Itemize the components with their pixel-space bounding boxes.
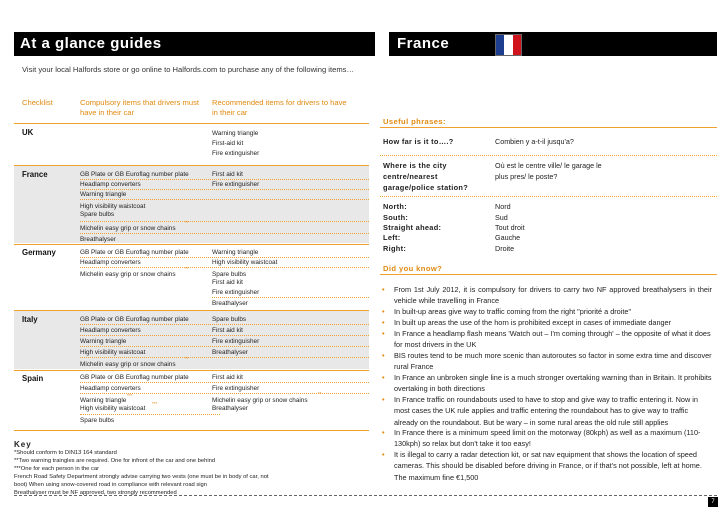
de-rec-1: Warning triangle bbox=[212, 249, 259, 256]
uk-rec-3: Fire extinguisher bbox=[212, 150, 260, 157]
row-dots bbox=[80, 179, 369, 180]
phrase-en-2: Where is the city centre/nearest garage/police station? bbox=[383, 161, 469, 192]
es-rec-1: First aid kit bbox=[212, 374, 243, 381]
key-line-2: **Two warning traingles are required. One for infront of the car and one behind bbox=[14, 458, 216, 464]
country-uk: UK bbox=[22, 128, 34, 137]
phrase-fr-2: Où est le centre ville/ le garage le plus pres/ le poste? bbox=[495, 161, 602, 181]
france-row-shade bbox=[14, 166, 369, 243]
it-rec-3: Fire extinguisher bbox=[212, 338, 260, 345]
know-item-4: • In France a headlamp flash means 'Watch out – I'm coming through' – the opposite of what it does for most drivers in the UK bbox=[382, 329, 711, 350]
es-comp-3: Warning triangle bbox=[80, 397, 127, 404]
es-rec-2: Fire extinguisher bbox=[212, 385, 260, 392]
table-header-rule bbox=[14, 123, 369, 124]
phrase-en-5: Straight ahead: bbox=[383, 223, 442, 232]
es-comp-4: High visibility waistcoat bbox=[80, 405, 146, 412]
col-recommended: Recommended items for drivers to have in their car bbox=[212, 98, 347, 117]
es-comp-2: Headlamp converters bbox=[80, 385, 141, 392]
row-rule bbox=[14, 244, 369, 245]
it-rec-1: Spare bulbs bbox=[212, 316, 247, 323]
row-dots bbox=[80, 267, 369, 268]
phrase-fr-6: Gauche bbox=[495, 233, 521, 242]
fr-comp-5: Spare bulbs bbox=[80, 211, 115, 218]
col-checklist: Checklist bbox=[22, 98, 53, 107]
footer-rule bbox=[14, 495, 717, 496]
intro-text: Visit your local Halfords store or go online to Halfords.com to purchase any of the following items… bbox=[22, 65, 355, 74]
left-header-title: At a glance guides bbox=[14, 32, 375, 56]
right-header-title: France bbox=[389, 32, 717, 56]
key-title: Key bbox=[14, 440, 32, 449]
key-line-3: ***One for each person in the car bbox=[14, 466, 100, 472]
fr-comp-1: GB Plate or GB Euroflag number plate bbox=[80, 171, 189, 178]
de-comp-3: Michelin easy grip or snow chains bbox=[80, 271, 176, 278]
phrase-fr-3: Nord bbox=[495, 202, 511, 211]
es-comp-5: Spare bulbs bbox=[80, 417, 115, 424]
phrase-en-4: South: bbox=[383, 213, 409, 222]
row-dots bbox=[80, 233, 369, 234]
country-germany: Germany bbox=[22, 248, 56, 257]
know-item-2: • In built-up areas give way to traffic coming from the right "priorité a droite" bbox=[382, 307, 632, 316]
key-line-6: Breathalyser must be NF approved, two strongly recommended bbox=[14, 490, 177, 496]
de-rec-2: High visibility waistcoat bbox=[212, 259, 278, 266]
row-dots bbox=[80, 199, 369, 200]
de-comp-1: GB Plate or GB Euroflag number plate bbox=[80, 249, 189, 256]
italy-row-shade bbox=[14, 311, 369, 369]
phrases-heading: Useful phrases: bbox=[383, 117, 446, 126]
phrase-en-3: North: bbox=[383, 202, 407, 211]
row-dots bbox=[80, 324, 369, 325]
fr-comp-4: High visibility waistcoat bbox=[80, 203, 146, 210]
de-sup-1: ** bbox=[185, 266, 189, 271]
country-france: France bbox=[22, 170, 48, 179]
know-heading: Did you know? bbox=[383, 264, 443, 273]
country-spain: Spain bbox=[22, 374, 44, 383]
row-rule bbox=[14, 430, 369, 431]
it-rec-2: First aid kit bbox=[212, 327, 243, 334]
fr-sup-1: ** bbox=[185, 220, 189, 225]
fr-comp-2: Headlamp converters bbox=[80, 181, 141, 188]
phrase-sep bbox=[380, 196, 717, 197]
know-item-7: • In France traffic on roundabouts used to have to stop and give way to traffic entering it. Now in most cases the UK rule applies and traffic entering the roundabout has to give way to traffic already on the roundabout. But be wary – in some rural areas the old rule still applies bbox=[382, 395, 698, 427]
fr-rec-1: First aid kit bbox=[212, 171, 243, 178]
know-item-6: • In France an unbroken single line is a much stronger overtaking warning than in Britain. It prohibits overtaking in both directions bbox=[382, 373, 712, 394]
uk-rec-2: First-aid kit bbox=[212, 140, 244, 147]
it-comp-4: High visibility waistcoat bbox=[80, 349, 146, 356]
es-sup-2: *** bbox=[152, 401, 158, 406]
fr-comp-6: Michelin easy grip or snow chains bbox=[80, 225, 176, 232]
row-rule bbox=[14, 370, 369, 371]
es-sup-1: *** bbox=[127, 393, 133, 398]
row-dots bbox=[80, 393, 369, 394]
know-rule bbox=[380, 274, 717, 275]
key-line-1: *Should conform to DIN13 164 standard bbox=[14, 450, 117, 456]
country-italy: Italy bbox=[22, 315, 38, 324]
phrase-fr-7: Droite bbox=[495, 244, 515, 253]
it-sup-1: ** bbox=[185, 356, 189, 361]
row-dots bbox=[212, 297, 369, 298]
uk-rec-1: Warning triangle bbox=[212, 130, 259, 137]
know-item-5: • BIS routes tend to be much more scenic than autoroutes so factor in some extra time and discover rural France bbox=[382, 351, 712, 372]
phrase-en-1: How far is it to….? bbox=[383, 137, 454, 146]
french-flag-icon bbox=[495, 34, 522, 56]
de-rec-3: Spare bulbs bbox=[212, 271, 247, 278]
key-line-4: French Road Safety Department strongly advise carrying two vests (one must be in body of car, not bbox=[14, 474, 269, 480]
row-dots bbox=[80, 357, 369, 358]
row-dots bbox=[80, 257, 369, 258]
row-dots bbox=[80, 414, 220, 415]
know-item-9: • It is illegal to carry a radar detection kit, or sat nav equipment that shows the location of speed cameras. This should be disabled before driving in France, or if that's not possible, left at home. The maximum fine €1,500 bbox=[382, 450, 702, 482]
fr-rec-2: Fire extinguisher bbox=[212, 181, 260, 188]
row-dots bbox=[80, 221, 369, 222]
row-dots bbox=[80, 189, 369, 190]
col-compulsory: Compulsory items that drivers must have in their car bbox=[80, 98, 200, 117]
fr-comp-3: Warning triangle bbox=[80, 191, 127, 198]
row-dots bbox=[80, 382, 369, 383]
fr-comp-7: Breathalyser bbox=[80, 236, 116, 243]
key-line-5: boot) When using snow-covered road in compliance with relevant road sign bbox=[14, 482, 208, 488]
it-rec-4: Breathalyser bbox=[212, 349, 248, 356]
de-comp-2: Headlamp converters bbox=[80, 259, 141, 266]
phrases-rule bbox=[380, 127, 717, 128]
know-item-1: • From 1st July 2012, it is compulsory for drivers to carry two NF approved breathalysers in their vehicle while travelling in France bbox=[382, 285, 712, 306]
phrase-fr-5: Tout droit bbox=[495, 223, 525, 232]
phrase-fr-4: Sud bbox=[495, 213, 508, 222]
it-comp-1: GB Plate or GB Euroflag number plate bbox=[80, 316, 189, 323]
de-rec-4: First aid kit bbox=[212, 279, 243, 286]
es-sup-3: ** bbox=[318, 391, 322, 396]
phrase-fr-1: Combien y a-t-il jusqu'a? bbox=[495, 137, 574, 146]
page-number: 7 bbox=[708, 497, 718, 507]
phrase-sep bbox=[380, 155, 717, 156]
know-item-8: • In France there is a minimum speed limit on the motorway (80kph) as well as a maximum (110-130kph) so relax but don't take it too easy! bbox=[382, 428, 701, 449]
es-rec-4: Breathalyser bbox=[212, 405, 248, 412]
es-comp-1: GB Plate or GB Euroflag number plate bbox=[80, 374, 189, 381]
phrase-en-6: Left: bbox=[383, 233, 401, 242]
it-comp-2: Headlamp converters bbox=[80, 327, 141, 334]
row-dots bbox=[80, 346, 369, 347]
know-item-3: • In built up areas the use of the horn is prohibited except in cases of immediate danger bbox=[382, 318, 672, 327]
it-comp-3: Warning triangle bbox=[80, 338, 127, 345]
es-rec-3: Michelin easy grip or snow chains bbox=[212, 397, 308, 404]
it-comp-5: Michelin easy grip or snow chains bbox=[80, 361, 176, 368]
de-rec-6: Breathalyser bbox=[212, 300, 248, 307]
de-rec-5: Fire extinguisher bbox=[212, 289, 260, 296]
row-dots bbox=[80, 335, 369, 336]
phrase-en-7: Right: bbox=[383, 244, 407, 253]
